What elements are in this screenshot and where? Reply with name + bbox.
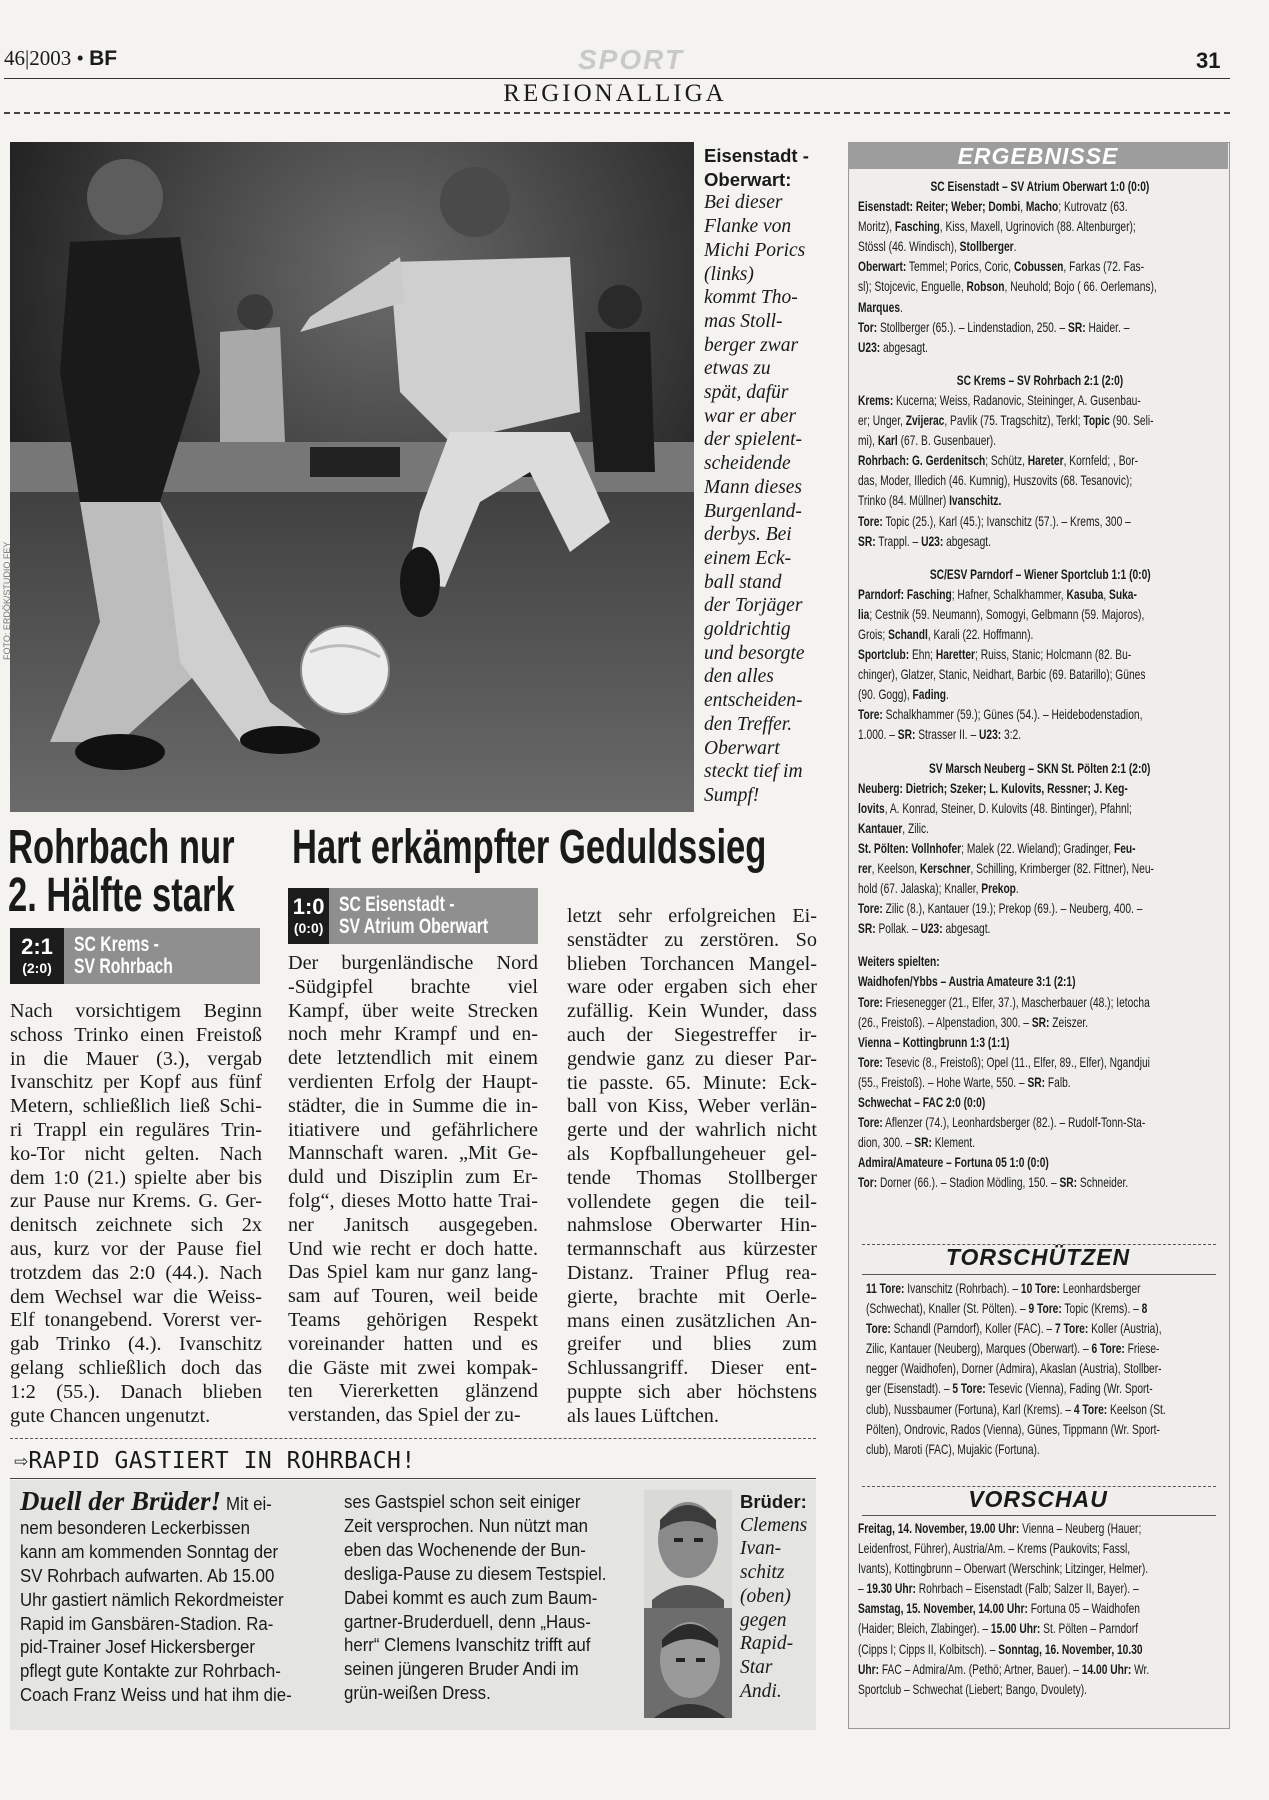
sidebar-line: negger (Waidhofen), Dorner (Admira), Akaslan (Austria), Stollber- <box>866 1360 1162 1377</box>
text-line: kommt Tho- <box>704 287 798 309</box>
sidebar-line: Moritz), Fasching, Kiss, Maxell, Ugrinovich (88. Altenburger); <box>858 218 1136 235</box>
sidebar-line: (55., Freistoß). – Hohe Warte, 550. – SR: Falb. <box>858 1073 1071 1090</box>
sidebar-line: ger (Eisenstadt). – 5 Tore: Tesevic (Vienna), Fading (Wr. Sport- <box>866 1380 1153 1397</box>
score-box-krems-rohrbach <box>10 928 260 984</box>
text-line: gerte und der wahrlich nicht <box>567 1119 817 1142</box>
scorers-rule <box>862 1274 1216 1275</box>
portraits-ivanschitz <box>644 1490 732 1718</box>
section-title: REGIONALLIGA <box>503 80 727 107</box>
score-cell <box>10 928 64 984</box>
score-cell <box>288 888 329 944</box>
text-line: scheidende <box>704 453 791 475</box>
text-line: dete letztendlich mit einem <box>288 1047 538 1070</box>
sidebar-line: Tore: Topic (25.), Karl (45.); Ivanschitz (57.). – Krems, 300 – <box>858 512 1131 529</box>
text-line: und besorgte <box>704 642 805 664</box>
portrait-caption-body <box>740 1514 807 1704</box>
text-line: steckt tief im <box>704 761 803 783</box>
text-line: blieben Torchancen Mangel- <box>567 952 817 975</box>
text-line: vollendete gegen die teil- <box>567 1190 817 1213</box>
text-line: Rapid- <box>740 1633 794 1655</box>
text-line: Distanz. Trainer Pflug rea- <box>567 1261 817 1284</box>
text-line: nem besonderen Leckerbissen <box>20 1516 251 1538</box>
text-line: der spielent- <box>704 429 803 451</box>
text-line: Star <box>740 1656 773 1678</box>
text-line: gierte, brachte mit Oerle- <box>567 1285 817 1308</box>
text-line: (links) <box>704 263 754 285</box>
spacer <box>858 938 1222 951</box>
text-line: dem 1:0 (21.) spielte aber bis <box>10 1166 262 1189</box>
text-line: Der burgenländische Nord <box>288 952 538 974</box>
rapid-heading <box>14 1448 416 1474</box>
text-line: voreinander hatten und es <box>288 1332 538 1355</box>
preview-rule <box>862 1515 1216 1516</box>
text-line: gartner-Bruderduell, denn „Haus- <box>344 1610 591 1632</box>
text-line: einem Eck- <box>704 547 792 569</box>
caption-heading <box>704 144 828 191</box>
text-line: (oben) <box>740 1585 791 1607</box>
text-line: Uhr gastiert nämlich Rekordmeister <box>20 1588 284 1610</box>
text-line: Sumpf! <box>704 784 760 806</box>
photo-caption <box>704 144 828 808</box>
text-line: itiativere und gefährlichere <box>288 1118 538 1141</box>
sidebar-line: Tor: Dorner (66.). – Stadion Mödling, 150. – SR: Schneider. <box>858 1174 1129 1191</box>
rapid-title: Duell der Brüder! <box>20 1486 222 1516</box>
section-sport: SPORT <box>578 44 684 75</box>
sidebar-line: (90. Gogg), Fading. <box>858 686 949 703</box>
sidebar-line: Weiters spielten: <box>858 953 940 970</box>
text-line: greifer und blies zum <box>567 1333 817 1356</box>
text-line: ware oder ergaben sich eher <box>567 976 817 999</box>
text-line: Clemens <box>740 1514 808 1536</box>
sidebar-line: Tore: Aflenzer (74.), Leonhardsberger (82.). – Rudolf-Tonn-Sta- <box>858 1114 1146 1131</box>
text-line: Ivanschitz per Kopf aus fünf <box>10 1071 262 1094</box>
preview-list <box>858 1518 1222 1699</box>
rapid-heading-text: RAPID GASTIERT IN ROHRBACH! <box>28 1448 416 1474</box>
text-line: gegen <box>740 1609 787 1631</box>
text-line: trotzdem das 2:0 (44.). Nach <box>10 1261 262 1284</box>
text-line: zur Pause nur Krems. G. Ger- <box>10 1190 262 1213</box>
text-line: den Treffer. <box>704 713 793 735</box>
sidebar-line: SC Eisenstadt – SV Atrium Oberwart 1:0 (0:0) <box>930 178 1150 194</box>
text-line: Mann dieses <box>704 476 803 498</box>
rapid-first-words: Mit ei- <box>226 1493 273 1514</box>
text-line: entscheiden- <box>704 690 803 712</box>
sidebar-line: mi), Karl (67. B. Gusenbauer). <box>858 432 997 449</box>
sidebar-line: lia; Cestnik (59. Neumann), Somogyi, Gelbmann (59. Majoros), <box>858 605 1145 622</box>
text-line: denitsch zeichnete sich 2x <box>10 1214 262 1237</box>
sidebar-line: Neuberg: Dietrich; Szeker; L. Kulovits, Ressner; J. Keg- <box>858 779 1128 796</box>
text-line: Elf tonangebend. Vorerst ver- <box>10 1309 262 1332</box>
text-line: verstanden, das Spiel der zu- <box>288 1404 521 1427</box>
headline-rohrbach-1: Rohrbach nur <box>8 821 235 874</box>
spacer <box>858 357 1222 370</box>
text-line: duld und Disziplin zum Er- <box>288 1166 538 1189</box>
teams-cell <box>329 888 538 944</box>
text-line: Mannschaft waren. „Mit Ge- <box>288 1142 538 1165</box>
text-line: den alles <box>704 666 774 688</box>
sidebar-line: Admira/Amateure – Fortuna 05 1:0 (0:0) <box>858 1154 1049 1171</box>
sidebar-line: Sportclub: Ehn; Haretter; Ruiss, Stanic; Holcmann (82. Bu- <box>858 646 1132 663</box>
text-line: pid-Trainer Josef Hickersberger <box>20 1636 255 1658</box>
text-line: gab Trinko (4.). Ivanschitz <box>10 1333 262 1356</box>
text-line: gelang schließlich doch das <box>10 1356 262 1379</box>
text-line: 1:2 (55.). Danach blieben <box>10 1380 262 1403</box>
text-line: dem Wechsel war die Weiss- <box>10 1285 262 1308</box>
text-line: Ivan- <box>740 1538 782 1560</box>
text-line: ko-Tor nicht gelten. Nach <box>10 1142 262 1165</box>
text-line: pflegt gute Kontakte zur Rohrbach- <box>20 1660 281 1682</box>
text-line: Metern, schließlich ließ Schi- <box>10 1095 262 1118</box>
text-line: ri Trappl ein reguläres Trin- <box>10 1118 262 1141</box>
text-line: Das Spiel kam nur ganz lang- <box>288 1261 538 1284</box>
text-line: noch mehr Krampf und en- <box>288 1023 538 1046</box>
text-line: eben das Wochenende der Bun- <box>344 1538 586 1560</box>
sidebar-line: 1.000. – SR: Strasser II. – U23: 3:2. <box>858 726 1022 743</box>
text-line: sam auf Touren, weil beide <box>288 1285 538 1308</box>
sidebar-line: (Haider; Bleich, Zlabinger). – 15.00 Uhr: St. Pölten – Parndorf <box>858 1620 1139 1637</box>
text-line: grün-weißen Dress. <box>344 1682 491 1704</box>
sidebar-line: das, Moder, Illedich (46. Kumnig), Huszovits (68. Tesanovic); <box>858 472 1133 489</box>
results-list <box>858 176 1222 1193</box>
sidebar-line: Rohrbach: G. Gerdenitsch; Schütz, Hareter, Kornfeld; , Bor- <box>858 452 1139 469</box>
text-line: in die Mauer (3.), vergab <box>10 1047 262 1070</box>
sidebar-line: rer, Keelson, Kerschner, Schilling, Krimberger (82. Fittner), Neu- <box>858 860 1154 876</box>
sidebar-line: Pölten), Ondrovic, Rados (Vienna), Günes, Tippmann (Wr. Sport- <box>866 1420 1160 1437</box>
rapid-body-col1 <box>20 1486 322 1707</box>
text-line: Rapid im Gansbären-Stadion. Ra- <box>20 1612 274 1634</box>
portrait-caption <box>740 1490 807 1703</box>
text-line: Coach Franz Weiss und hat ihm die- <box>20 1684 292 1706</box>
scorers-title: TORSCHÜTZEN <box>945 1244 1131 1270</box>
caption-heading-line: Eisenstadt - <box>704 145 809 166</box>
text-line: Nach vorsichtigem Beginn <box>10 1000 262 1022</box>
article-rohrbach-body <box>10 1000 262 1428</box>
sidebar-line: 11 Tore: Ivanschitz (Rohrbach). – 10 Tore: Leonhardsberger <box>866 1280 1141 1296</box>
text-line: desliga-Pause zu diesem Testspiel. <box>344 1562 607 1584</box>
arrow-right-icon: ⇨ <box>14 1448 29 1474</box>
text-line: aus, kurz vor der Pause fiel <box>10 1237 262 1260</box>
text-line: -Südgipfel brachte viel <box>288 975 538 998</box>
text-line: goldrichtig <box>704 619 791 641</box>
home-team: SC Eisenstadt - <box>339 893 455 916</box>
text-line: gendwie ganz zu dieser Par- <box>567 1047 817 1070</box>
text-line: tende Thomas Stollberger <box>567 1166 817 1189</box>
text-line: war er aber <box>704 405 797 427</box>
text-line: senstädter zu zerstören. So <box>567 928 817 951</box>
away-team: SV Atrium Oberwart <box>339 915 489 938</box>
sidebar-line: Stössl (46. Windisch), Stollberger. <box>858 238 1017 255</box>
text-line: als Kopfballungeheuer gel- <box>567 1142 817 1165</box>
text-line: Burgenland- <box>704 500 802 522</box>
sidebar-line: SC Krems – SV Rohrbach 2:1 (2:0) <box>956 371 1124 388</box>
text-line: ner Janitsch ausgegeben. <box>288 1213 538 1236</box>
text-line: tie passte. 65. Minute: Eck- <box>567 1071 817 1094</box>
text-line: als laues Lüftchen. <box>567 1404 719 1427</box>
scorers-list <box>866 1278 1218 1459</box>
sidebar-line: Krems: Kucerna; Weiss, Radanovic, Steininger, A. Gusenbau- <box>858 391 1141 408</box>
rapid-col1-lines <box>20 1516 322 1707</box>
sidebar-line: hold (67. Jalaska); Knaller, Prekop. <box>858 880 1019 897</box>
text-line: Michi Porics <box>704 239 806 261</box>
header-dashed-rule <box>4 112 1230 114</box>
text-line: Und wie recht er doch hatte. <box>288 1237 538 1260</box>
sidebar-line: sl); Stojcevic, Enguelle, Robson, Neuhold; Bojo ( 66. Oerlemans), <box>858 278 1157 295</box>
text-line: der Torjäger <box>704 595 803 617</box>
sidebar-line: Eisenstadt: Reiter; Weber; Dombi, Macho; Kutrovatz (63. <box>858 198 1128 215</box>
text-line: städter, die in Summe die in- <box>288 1094 538 1117</box>
rapid-dashed-rule <box>10 1438 816 1439</box>
photo-credit: FOTO: ERDÖK/STUDIO FEY <box>2 541 12 660</box>
sidebar-line: club), Maroti (FAC), Mujakic (Fortuna). <box>866 1440 1040 1457</box>
half-time-score: (0:0) <box>293 920 324 936</box>
text-line: schoss Trinko einen Freistoß <box>10 1023 262 1046</box>
text-line: Teams gehörigen Respekt <box>288 1308 538 1331</box>
text-line: mans einen zusätzlichen An- <box>567 1309 817 1332</box>
headline-rohrbach-2: 2. Hälfte stark <box>8 869 235 922</box>
sidebar-line: Waidhofen/Ybbs – Austria Amateure 3:1 (2:1) <box>858 973 1076 990</box>
final-score: 2:1 <box>21 934 53 959</box>
away-team: SV Rohrbach <box>74 955 173 978</box>
home-team: SC Krems - <box>74 933 159 956</box>
rapid-rule <box>10 1478 816 1479</box>
sidebar-line: Freitag, 14. November, 19.00 Uhr: Vienna – Neuberg (Hauer; <box>858 1520 1142 1536</box>
text-line: verdienten Erfolg der Haupt- <box>288 1070 538 1093</box>
score-box-eisenstadt-oberwart <box>288 888 538 944</box>
match-photo <box>10 142 694 812</box>
rapid-body-col2 <box>344 1490 636 1705</box>
text-line: letzt sehr erfolgreichen Ei- <box>567 905 817 927</box>
teams-cell <box>64 928 260 984</box>
results-title: ERGEBNISSE <box>957 143 1119 169</box>
sidebar-line: Kantauer, Zilic. <box>858 819 929 836</box>
sidebar-line: SR: Trappl. – U23: abgesagt. <box>858 532 991 549</box>
text-line: Kampf, über weite Strecken <box>288 999 538 1022</box>
text-line: nahmslose Oberwarter Hin- <box>567 1214 817 1237</box>
text-line: herr“ Clemens Ivanschitz trifft auf <box>344 1634 591 1656</box>
text-line: auch der Siegestreffer ir- <box>567 1023 817 1046</box>
portrait-andi <box>644 1608 732 1718</box>
text-line: ten Viererketten glänzend <box>288 1380 538 1403</box>
caption-body <box>704 191 828 807</box>
sidebar-line: (Schwechat), Knaller (St. Pölten). – 9 Tore: Topic (Krems). – 8 <box>866 1300 1148 1317</box>
sidebar-line: Tore: Zilic (8.), Kantauer (19.); Prekop (69.). – Neuberg, 400. – <box>858 900 1143 917</box>
caption-heading-line: Oberwart: <box>704 168 792 190</box>
text-line: ses Gastspiel schon seit einiger <box>344 1491 581 1512</box>
sidebar-line: Oberwart: Temmel; Porics, Coric, Cobussen, Farkas (72. Fas- <box>858 258 1145 275</box>
text-line: mas Stoll- <box>704 310 783 332</box>
text-line: spät, dafür <box>704 382 789 404</box>
final-score: 1:0 <box>292 894 325 919</box>
sidebar-line: Tore: Schalkhammer (59.); Günes (54.). – Heidebodenstadion, <box>858 706 1143 723</box>
sidebar-line: Marques. <box>858 298 903 315</box>
text-line: ball von Kiss, Weber verlän- <box>567 1095 817 1118</box>
sidebar-line: er; Unger, Zvijerac, Pavlik (75. Tragschitz), Terkl; Topic (90. Seli- <box>858 412 1154 429</box>
sidebar-line: – 19.30 Uhr: Rohrbach – Eisenstadt (Falb; Salzer II, Bayer). – <box>858 1580 1139 1597</box>
sidebar-line: club), Nussbaumer (Fortuna), Karl (Krems). – 4 Tore: Keelson (St. <box>866 1400 1166 1417</box>
sidebar-line: Tore: Tesevic (8., Freistoß); Opel (11., Elfer, 89., Elfer), Ngandjui <box>858 1053 1150 1070</box>
sidebar-line: dion, 300. – SR: Klement. <box>858 1134 976 1151</box>
text-line: Flanke von <box>704 216 792 238</box>
sidebar-line: SR: Pollak. – U23: abgesagt. <box>858 920 991 937</box>
text-line: kann am kommenden Sonntag der <box>20 1540 279 1562</box>
text-line: SV Rohrbach aufwarten. Ab 15.00 <box>20 1564 275 1586</box>
text-line: termannschaft aus kürzester <box>567 1238 817 1261</box>
sidebar-line: Trinko (84. Müllner) Ivanschitz. <box>858 492 1002 509</box>
text-line: gute Chancen ungenutzt. <box>10 1404 211 1427</box>
issue-number: 46|2003 • BF <box>4 46 118 70</box>
sidebar-line: Sportclub – Schwechat (Liebert; Bango, Dvoulety). <box>858 1680 1087 1697</box>
sidebar-line: U23: abgesagt. <box>858 338 928 355</box>
article-eisenstadt-body-col2 <box>567 905 817 1429</box>
football <box>301 626 389 714</box>
sidebar-line: Grois; Schandl, Karali (22. Hoffmann). <box>858 625 1034 642</box>
sidebar-line: (Cipps I; Cipps II, Kolbitsch). – Sonntag, 16. November, 10.30 <box>858 1640 1143 1657</box>
sidebar-line: Schwechat – FAC 2:0 (0:0) <box>858 1094 986 1111</box>
sidebar-line: SC/ESV Parndorf – Wiener Sportclub 1:1 (0:0) <box>929 565 1151 582</box>
sidebar-line: SV Marsch Neuberg – SKN St. Pölten 2:1 (2:0) <box>929 759 1151 776</box>
text-line: seinen jüngeren Bruder Andi im <box>344 1658 579 1680</box>
preview-title: VORSCHAU <box>968 1486 1108 1512</box>
page-number: 31 <box>1196 48 1221 73</box>
article-eisenstadt-body-col1 <box>288 952 538 1428</box>
text-line: Andi. <box>740 1680 782 1702</box>
text-line: derbys. Bei <box>704 524 792 546</box>
sidebar-line: Parndorf: Fasching; Hafner, Schalkhammer, Kasuba, Suka- <box>858 585 1137 602</box>
text-line: Bei dieser <box>704 192 783 214</box>
spacer <box>858 745 1222 758</box>
text-line: zufällig. Kein Wunder, dass <box>567 1000 817 1023</box>
sidebar-line: Leidenfrost, Führer), Austria/Am. – Krems (Paukovits; Fassl, <box>858 1540 1131 1557</box>
sidebar-line: Uhr: FAC – Admira/Am. (Pethö; Artner, Bauer). – 14.00 Uhr: Wr. <box>858 1660 1150 1677</box>
text-line: folg“, dieses Motto hatte Trai- <box>288 1189 538 1212</box>
half-time-score: (2:0) <box>22 960 52 976</box>
text-line: Schlussangriff. Dieser ent- <box>567 1357 817 1380</box>
text-line: Dabei kommt es auch zum Baum- <box>344 1586 598 1608</box>
sidebar-line: Tor: Stollberger (65.). – Lindenstadion, 250. – SR: Haider. – <box>858 318 1130 335</box>
sidebar-line: Ivants), Kottingbrunn – Oberwart (Werschink; Litzinger, Helmer). <box>858 1560 1149 1577</box>
sidebar-line: Samstag, 15. November, 14.00 Uhr: Fortuna 05 – Waidhofen <box>858 1600 1140 1617</box>
sidebar-line: (26., Freistoß). – Alpenstadion, 300. – SR: Zeiszer. <box>858 1013 1089 1030</box>
text-line: etwas zu <box>704 358 771 380</box>
sidebar-line: St. Pölten: Vollnhofer; Malek (22. Wieland); Gradinger, Feu- <box>858 839 1136 856</box>
text-line: ball stand <box>704 571 782 593</box>
sidebar-line: Zilic, Kantauer (Neuberg), Marques (Oberwart). – 6 Tore: Friese- <box>866 1340 1160 1357</box>
sidebar-line: lovits, A. Konrad, Steiner, D. Kulovits (48. Bintinger), Pfahnl; <box>858 799 1132 816</box>
results-title-bar <box>848 143 1228 169</box>
sidebar-line: chinger), Glatzer, Stanic, Neidhart, Barbic (69. Batarillo); Günes <box>858 666 1146 683</box>
sidebar-line: Vienna – Kottingbrunn 1:3 (1:1) <box>858 1033 1010 1050</box>
text-line: puppte sich aber höchstens <box>567 1380 817 1403</box>
text-line: Oberwart <box>704 737 780 759</box>
header-rule <box>4 78 1230 79</box>
sidebar-line: Tore: Schandl (Parndorf), Koller (FAC). – 7 Tore: Koller (Austria), <box>866 1320 1162 1337</box>
headline-geduldssieg: Hart erkämpfter Geduldssieg <box>292 821 767 874</box>
text-line: schitz <box>740 1562 785 1584</box>
text-line: Zeit versprochen. Nun nützt man <box>344 1514 588 1536</box>
text-line: berger zwar <box>704 334 799 356</box>
text-line: die Gäste mit zwei kompak- <box>288 1356 538 1379</box>
spacer <box>858 551 1222 564</box>
sidebar-line: Tore: Friesenegger (21., Elfer, 37.), Mascherbauer (48.); Ietocha <box>858 993 1150 1010</box>
portrait-caption-heading: Brüder: <box>740 1491 807 1512</box>
